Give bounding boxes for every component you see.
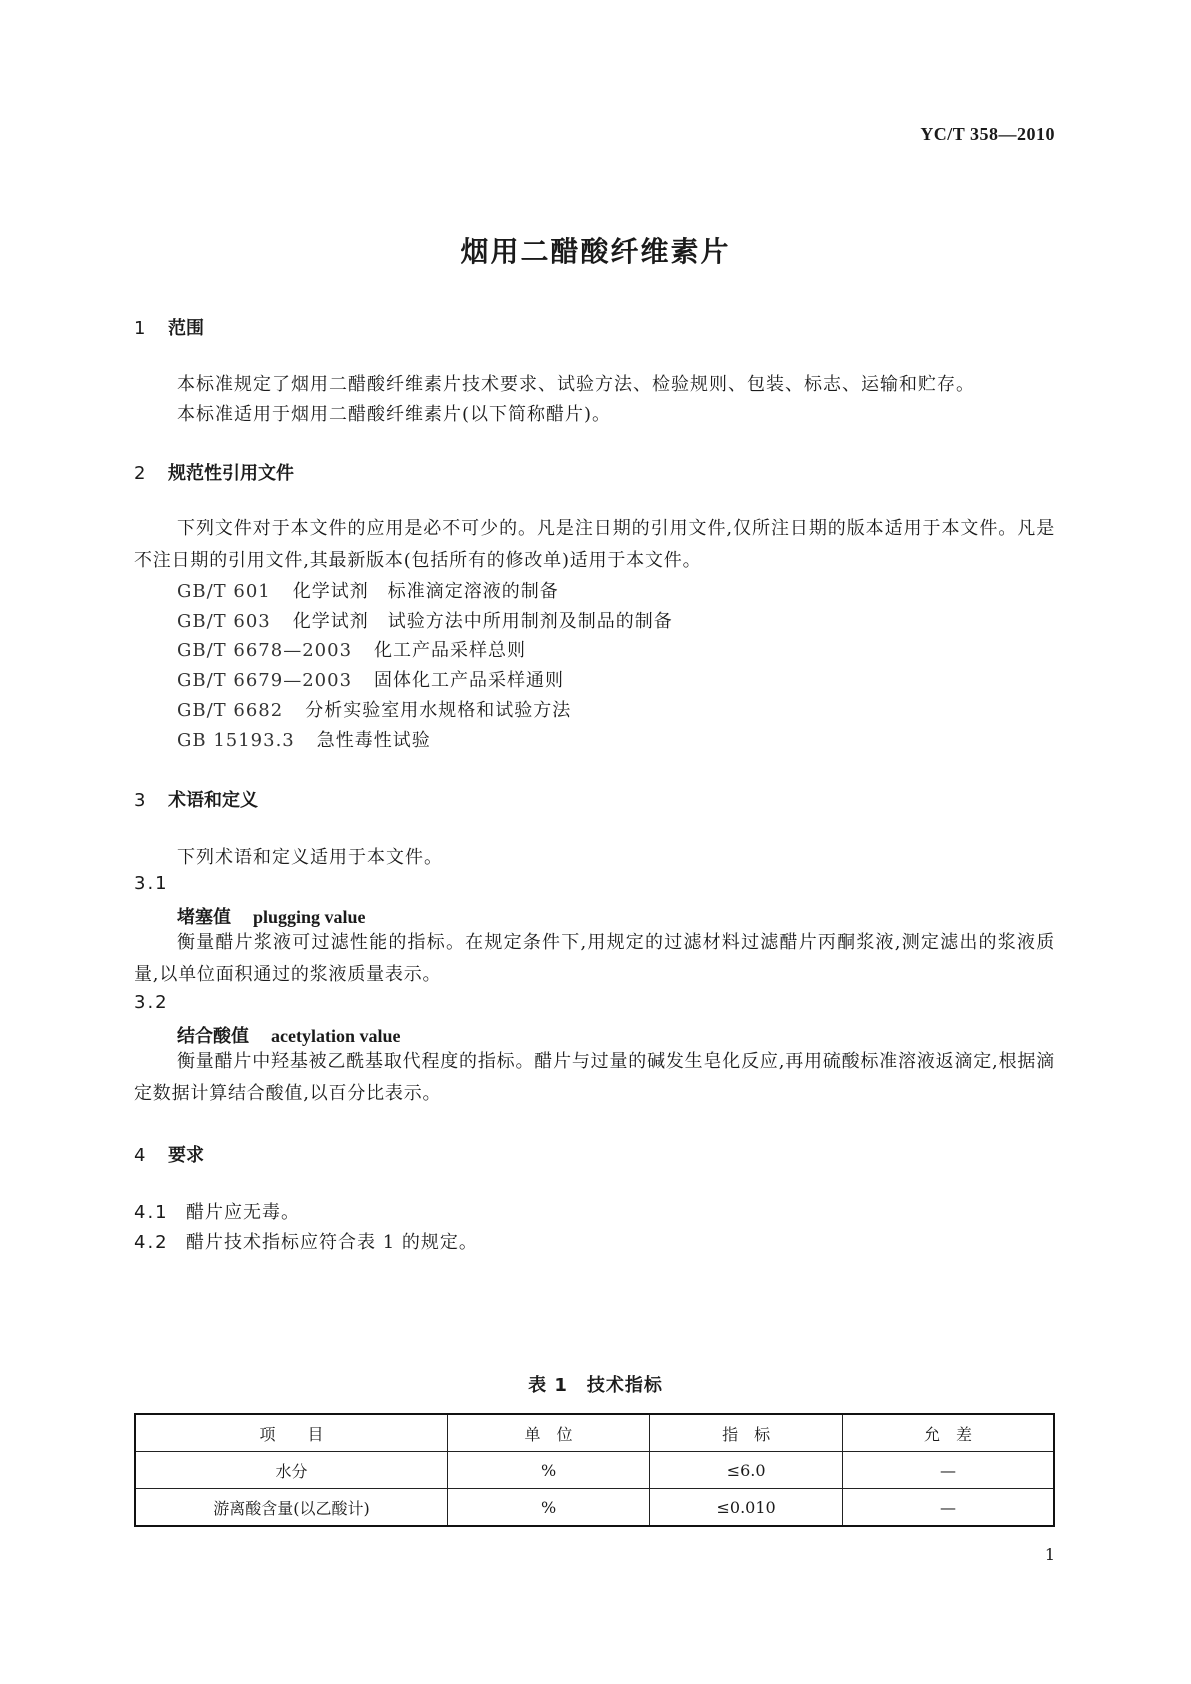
table-cell: ≤6.0 xyxy=(650,1452,843,1489)
reference-item xyxy=(177,607,673,633)
scope-paragraph-2: 本标准适用于烟用二醋酸纤维素片(以下简称醋片)。 xyxy=(177,404,612,425)
page-number: 1 xyxy=(1044,1545,1055,1564)
references-intro: 下列文件对于本文件的应用是必不可少的。凡是注日期的引用文件,仅所注日期的版本适用于本文件。凡是不注日期的引用文件,其最新版本(包括所有的修改单)适用于本文件。 xyxy=(134,518,1055,571)
table-caption: 表 1 技术指标 xyxy=(528,1375,663,1396)
reference-item xyxy=(177,636,526,662)
section-title: 规范性引用文件 xyxy=(168,463,294,484)
reference-title: 急性毒性试验 xyxy=(316,730,431,751)
table-cell: ≤0.010 xyxy=(650,1489,843,1527)
document-title: 烟用二醋酸纤维素片 xyxy=(460,235,731,268)
reference-code: GB/T 6679—2003 xyxy=(177,670,353,691)
section-number: 4 xyxy=(134,1145,146,1166)
table-cell: — xyxy=(843,1489,1054,1527)
reference-code: GB/T 603 xyxy=(177,611,271,632)
table-row xyxy=(135,1452,1054,1489)
section-number: 3 xyxy=(134,790,146,811)
section-number: 1 xyxy=(134,318,146,339)
term-name xyxy=(177,1022,400,1048)
table-header-cell: 指 标 xyxy=(650,1414,843,1452)
section-title: 要求 xyxy=(168,1145,204,1166)
table-cell: % xyxy=(447,1452,649,1489)
term-name xyxy=(177,903,366,929)
table-cell: 游离酸含量(以乙酸计) xyxy=(135,1489,447,1527)
requirement-text: 醋片技术指标应符合表 1 的规定。 xyxy=(186,1232,478,1253)
table-cell: 水分 xyxy=(135,1452,447,1489)
reference-item xyxy=(177,666,564,692)
reference-item xyxy=(177,726,431,752)
term-name-cn: 结合酸值 xyxy=(177,1026,249,1047)
requirement-text: 醋片应无毒。 xyxy=(186,1202,300,1223)
table-cell: — xyxy=(843,1452,1054,1489)
table-cell: % xyxy=(447,1489,649,1527)
reference-item xyxy=(177,696,571,722)
reference-item xyxy=(177,577,559,603)
terms-intro: 下列术语和定义适用于本文件。 xyxy=(177,847,443,868)
requirement-number: 4.1 xyxy=(134,1202,169,1223)
section-number: 2 xyxy=(134,463,146,484)
term-definition: 衡量醋片中羟基被乙酰基取代程度的指标。醋片与过量的碱发生皂化反应,再用硫酸标准溶液返滴定,根据滴定数据计算结合酸值,以百分比表示。 xyxy=(134,1051,1055,1104)
term-number: 3.1 xyxy=(134,873,169,894)
requirement-item xyxy=(134,1198,300,1224)
term-name-en: acetylation value xyxy=(271,1026,401,1046)
reference-title: 化学试剂 标准滴定溶液的制备 xyxy=(292,581,559,602)
section-2-heading xyxy=(134,459,294,485)
section-1-heading xyxy=(134,314,204,340)
section-title: 范围 xyxy=(168,318,204,339)
reference-title: 化工产品采样总则 xyxy=(374,640,527,661)
reference-title: 分析实验室用水规格和试验方法 xyxy=(305,700,572,721)
reference-title: 化学试剂 试验方法中所用制剂及制品的制备 xyxy=(292,611,673,632)
reference-code: GB/T 6678—2003 xyxy=(177,640,353,661)
term-name-en: plugging value xyxy=(253,907,366,927)
reference-code: GB/T 601 xyxy=(177,581,271,602)
table-header-cell: 项 目 xyxy=(135,1414,447,1452)
scope-paragraph-1: 本标准规定了烟用二醋酸纤维素片技术要求、试验方法、检验规则、包装、标志、运输和贮存。 xyxy=(177,374,975,395)
section-title: 术语和定义 xyxy=(168,790,258,811)
reference-code: GB/T 6682 xyxy=(177,700,284,721)
term-definition: 衡量醋片浆液可过滤性能的指标。在规定条件下,用规定的过滤材料过滤醋片丙酮浆液,测定滤出的浆液质量,以单位面积通过的浆液质量表示。 xyxy=(134,932,1055,985)
requirement-item xyxy=(134,1228,478,1254)
requirement-number: 4.2 xyxy=(134,1232,169,1253)
reference-title: 固体化工产品采样通则 xyxy=(374,670,565,691)
section-3-heading xyxy=(134,786,258,812)
table-header-cell: 允 差 xyxy=(843,1414,1054,1452)
reference-code: GB 15193.3 xyxy=(177,730,295,751)
table-header-row xyxy=(135,1414,1054,1452)
table-row xyxy=(135,1489,1054,1527)
term-number: 3.2 xyxy=(134,992,169,1013)
section-4-heading xyxy=(134,1141,204,1167)
standard-code: YC/T 358—2010 xyxy=(920,124,1055,144)
term-name-cn: 堵塞值 xyxy=(177,907,231,928)
technical-spec-table xyxy=(134,1413,1055,1527)
table-header-cell: 单 位 xyxy=(447,1414,649,1452)
